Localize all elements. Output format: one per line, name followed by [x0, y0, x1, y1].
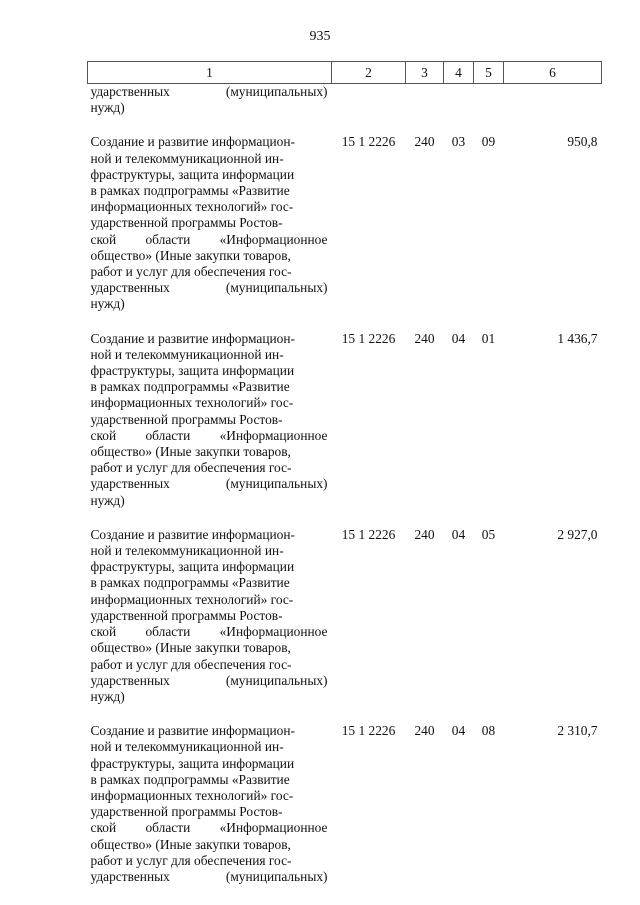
description-line: в рамках подпрограммы «Развитие — [90, 771, 290, 787]
description-line: информационных технологий» гос- — [90, 395, 294, 411]
description-line — [91, 673, 328, 689]
amount-cell: 950,8 — [567, 134, 598, 150]
empty-cell — [474, 84, 504, 135]
description-line: общество» (Иные закупки товаров, — [90, 247, 291, 263]
continuation-row — [88, 84, 602, 135]
header-col-5: 5 — [474, 62, 504, 84]
empty-cell — [444, 84, 474, 135]
description-line: работ и услуг для обеспечения гос- — [90, 264, 292, 280]
table-row — [88, 527, 602, 723]
header-col-4: 4 — [444, 62, 474, 84]
word: ской — [90, 427, 117, 443]
code-cell-csr: 15 1 2226 — [341, 526, 396, 542]
word: (муниципальных) — [225, 280, 328, 296]
description-line: фраструктуры, защита информации — [90, 363, 295, 379]
amount-cell: 2 927,0 — [557, 526, 598, 542]
description-line — [91, 820, 328, 836]
word: «Информационное — [219, 624, 328, 640]
table-header — [88, 62, 602, 84]
word: «Информационное — [219, 427, 328, 443]
description-line: работ и услуг для обеспечения гос- — [90, 460, 292, 476]
row-description — [88, 331, 332, 527]
word: ской — [90, 231, 117, 247]
description-line: ударственной программы Ростов- — [90, 804, 283, 820]
code-cell-rz: 03 — [451, 134, 466, 150]
header-col-6: 6 — [504, 62, 602, 84]
table-row — [88, 134, 602, 330]
description-line: ной и телекоммуникационной ин- — [90, 739, 284, 755]
code-cell-pr: 01 — [481, 330, 496, 346]
description-line: ной и телекоммуникационной ин- — [90, 543, 284, 559]
budget-table — [87, 61, 602, 903]
description-line: ной и телекоммуникационной ин- — [90, 150, 284, 166]
continuation-text — [88, 84, 332, 135]
description-line: работ и услуг для обеспечения гос- — [90, 852, 292, 868]
amount-cell: 2 310,7 — [557, 723, 598, 739]
continuation-line: нужд) — [90, 100, 125, 116]
description-line: в рамках подпрограммы «Развитие — [90, 379, 290, 395]
word: области — [145, 624, 191, 640]
word: ударственных — [90, 84, 170, 99]
row-description — [88, 527, 332, 723]
word: области — [145, 427, 191, 443]
code-cell-rz: 04 — [451, 723, 466, 739]
code-cell-rz: 04 — [451, 526, 466, 542]
description-line: в рамках подпрограммы «Развитие — [90, 575, 290, 591]
header-col-2: 2 — [332, 62, 406, 84]
continuation-line — [91, 84, 328, 100]
description-line: общество» (Иные закупки товаров, — [90, 640, 291, 656]
description-line: информационных технологий» гос- — [90, 591, 294, 607]
description-line: нужд) — [90, 688, 125, 704]
code-cell-csr: 15 1 2226 — [341, 134, 396, 150]
description-line: информационных технологий» гос- — [90, 787, 294, 803]
description-line — [91, 624, 328, 640]
table-row — [88, 331, 602, 527]
word: «Информационное — [219, 820, 328, 836]
word: области — [145, 231, 191, 247]
description-line: ударственной программы Ростов- — [90, 607, 283, 623]
description-line: информационных технологий» гос- — [90, 199, 294, 215]
description-line — [91, 280, 328, 296]
description-line — [91, 232, 328, 248]
description-line: фраструктуры, защита информации — [90, 559, 295, 575]
code-cell-pr: 05 — [481, 526, 496, 542]
word: ударственных — [90, 672, 170, 688]
word: ской — [90, 820, 117, 836]
description-line: ударственной программы Ростов- — [90, 215, 283, 231]
description-line: ударственной программы Ростов- — [90, 411, 283, 427]
code-cell-rz: 04 — [451, 330, 466, 346]
code-cell-vr: 240 — [414, 723, 435, 739]
table-body — [88, 84, 602, 904]
description-line: нужд) — [90, 296, 125, 312]
row-description — [88, 134, 332, 330]
row-description — [88, 723, 332, 903]
description-line: Создание и развитие информацион- — [90, 330, 295, 346]
word: ской — [90, 624, 117, 640]
description-line: ной и телекоммуникационной ин- — [90, 346, 284, 362]
description-line: Создание и развитие информацион- — [90, 134, 295, 150]
description-line: в рамках подпрограммы «Развитие — [90, 183, 290, 199]
empty-cell — [504, 84, 602, 135]
description-line: нужд) — [90, 492, 125, 508]
word: «Информационное — [219, 231, 328, 247]
description-line: фраструктуры, защита информации — [90, 166, 295, 182]
description-line: общество» (Иные закупки товаров, — [90, 836, 291, 852]
code-cell-vr: 240 — [414, 330, 435, 346]
code-cell-pr: 08 — [481, 723, 496, 739]
code-cell-vr: 240 — [414, 526, 435, 542]
word: (муниципальных) — [225, 672, 328, 688]
description-line: Создание и развитие информацион- — [90, 723, 295, 739]
amount-cell: 1 436,7 — [557, 330, 598, 346]
code-cell-pr: 09 — [481, 134, 496, 150]
page-number: 935 — [309, 29, 331, 44]
header-col-3: 3 — [406, 62, 444, 84]
empty-cell — [406, 84, 444, 135]
table-row — [88, 723, 602, 903]
word: (муниципальных) — [225, 476, 328, 492]
word: области — [145, 820, 191, 836]
description-line: Создание и развитие информацион- — [90, 526, 295, 542]
word: ударственных — [90, 476, 170, 492]
description-line — [91, 869, 328, 885]
word: (муниципальных) — [225, 868, 328, 884]
word: (муниципальных) — [225, 84, 328, 99]
description-line: фраструктуры, защита информации — [90, 755, 295, 771]
code-cell-csr: 15 1 2226 — [341, 723, 396, 739]
header-col-1: 1 — [88, 62, 332, 84]
empty-cell — [332, 84, 406, 135]
description-line: общество» (Иные закупки товаров, — [90, 444, 291, 460]
word: ударственных — [90, 280, 170, 296]
word: ударственных — [90, 868, 170, 884]
description-line: работ и услуг для обеспечения гос- — [90, 656, 292, 672]
description-line — [91, 476, 328, 492]
code-cell-csr: 15 1 2226 — [341, 330, 396, 346]
description-line — [91, 428, 328, 444]
code-cell-vr: 240 — [414, 134, 435, 150]
